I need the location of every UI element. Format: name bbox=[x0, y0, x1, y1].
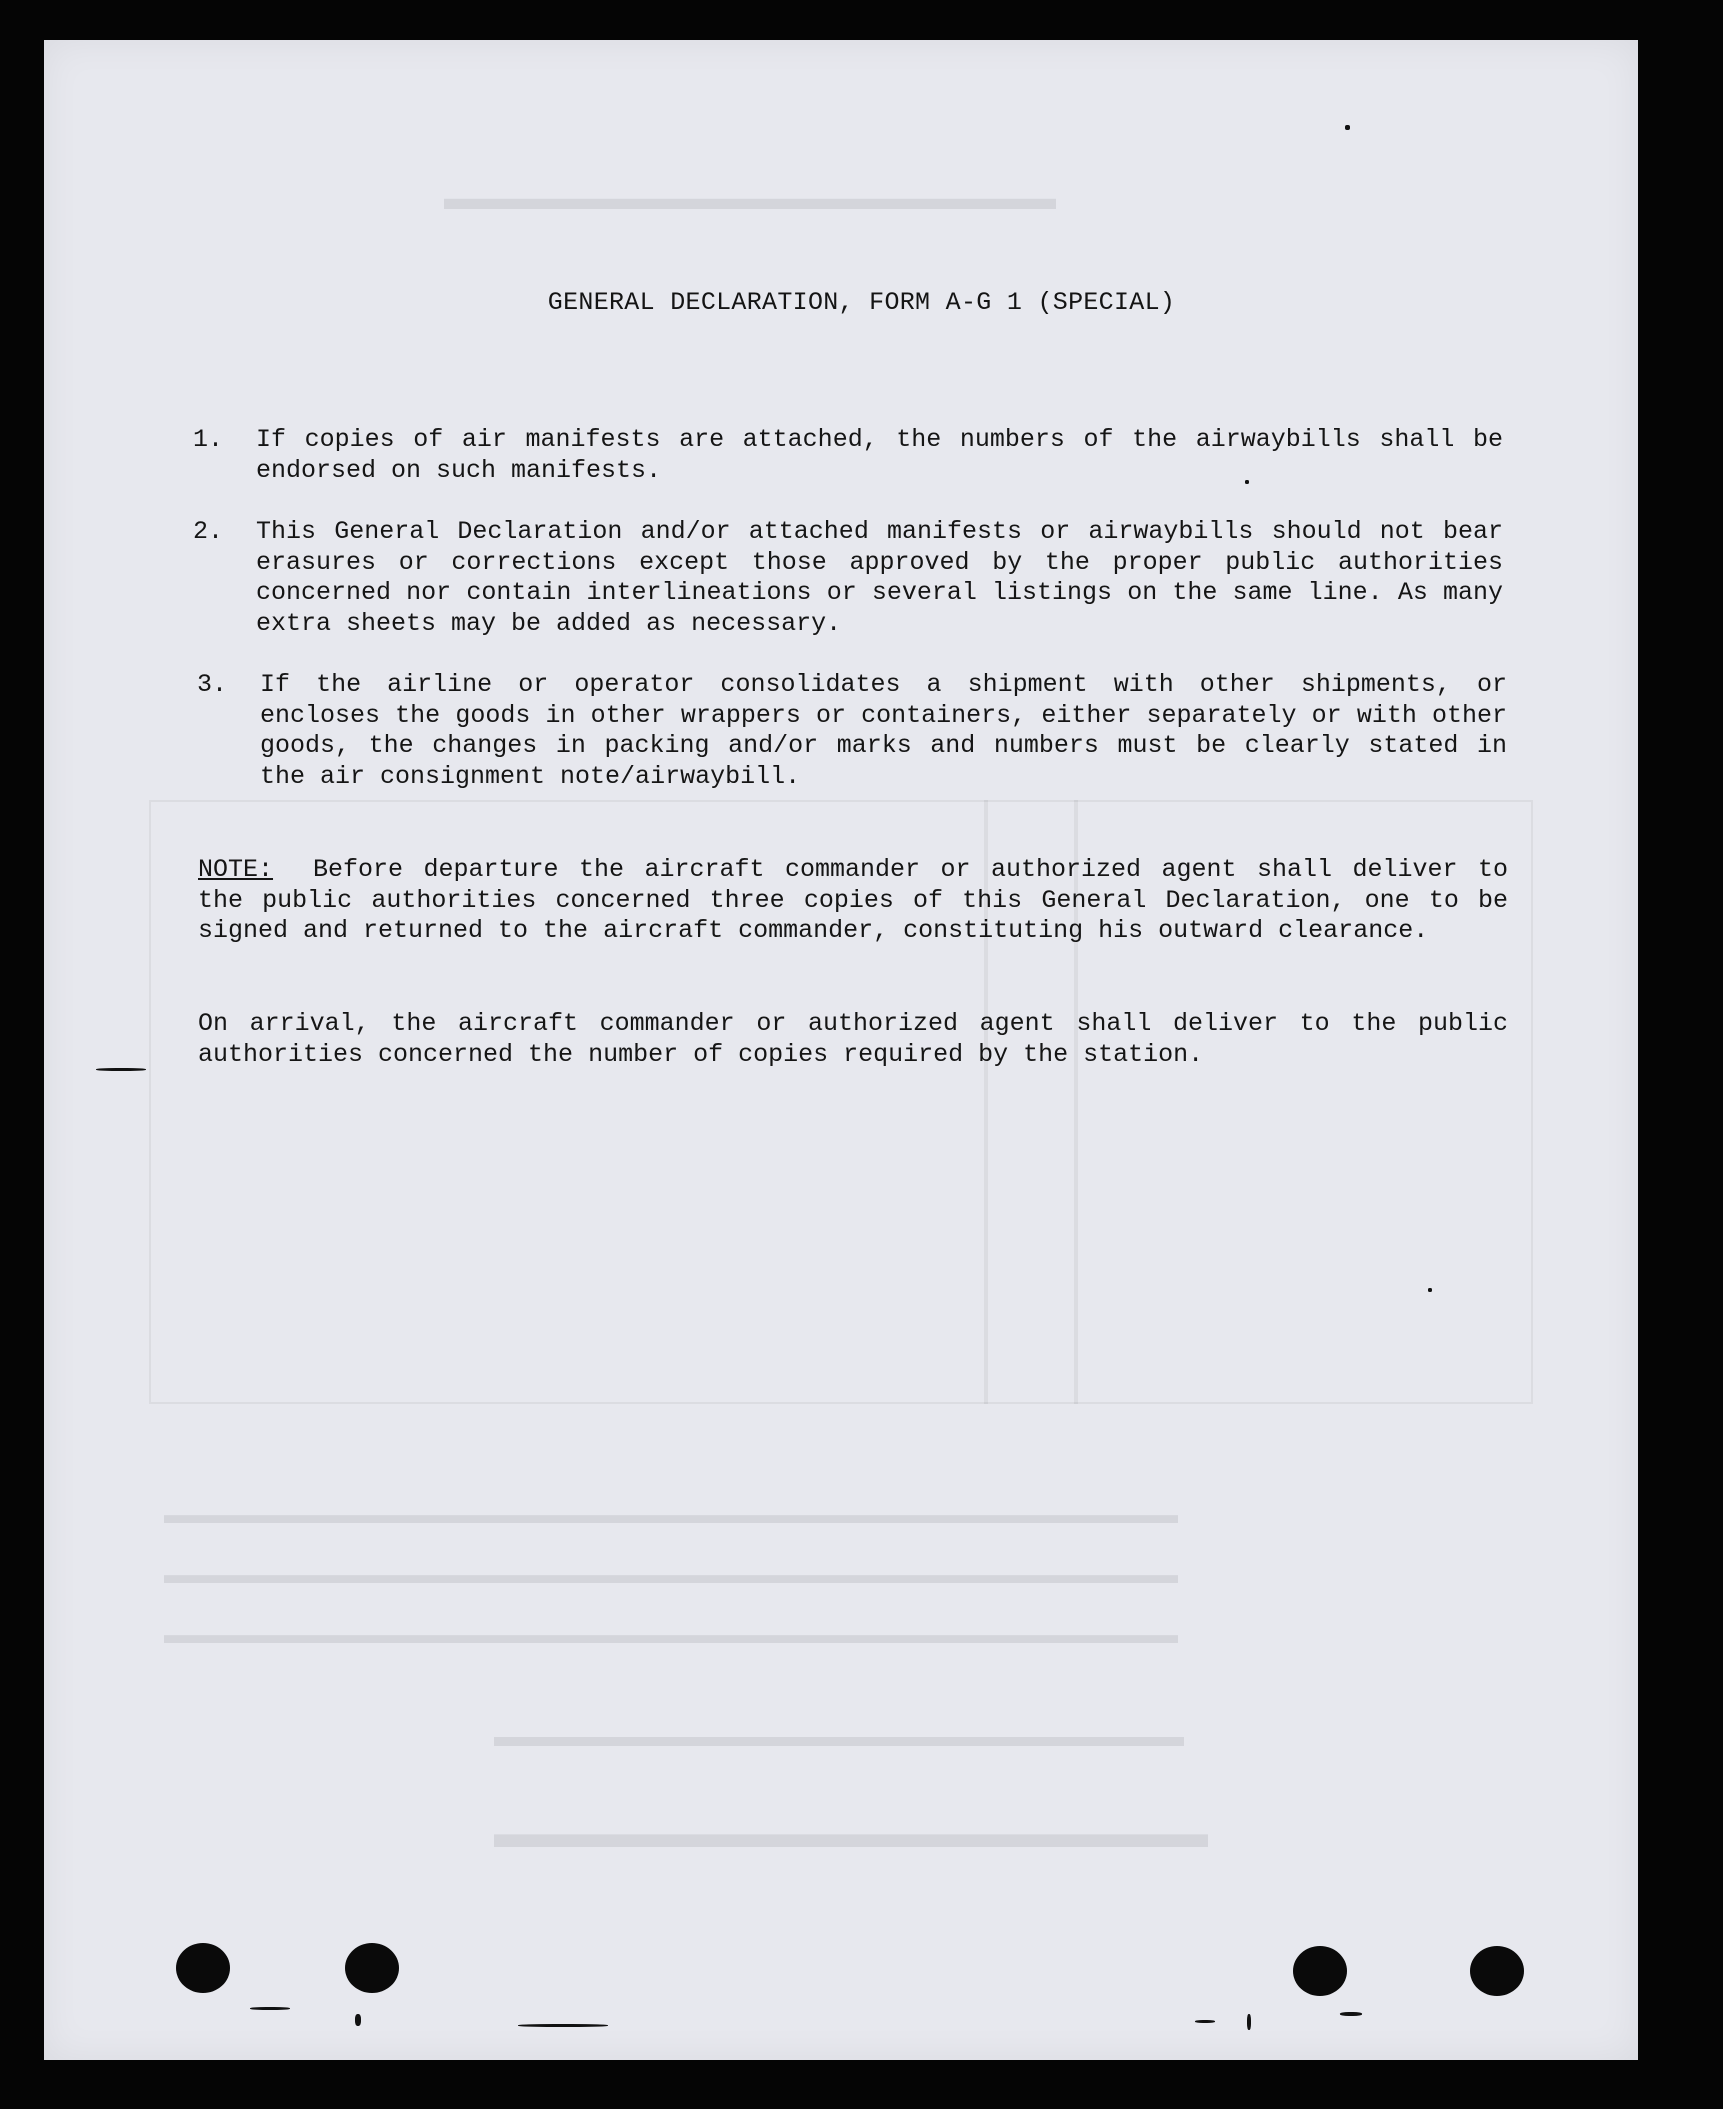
speck bbox=[355, 2014, 361, 2026]
bleed-through-text: ▬▬▬▬▬▬▬▬▬▬▬▬▬▬▬▬▬▬▬▬▬▬▬▬▬▬▬▬▬▬▬▬▬▬▬▬▬▬▬ bbox=[164, 1500, 1178, 1529]
speck bbox=[1428, 1288, 1432, 1292]
punch-hole bbox=[345, 1943, 399, 1993]
speck bbox=[1245, 480, 1249, 484]
punch-hole bbox=[1293, 1946, 1347, 1996]
speck bbox=[518, 2024, 608, 2027]
bleed-through-text: ▬▬▬▬▬▬▬▬▬▬▬▬▬▬▬▬▬▬▬▬▬▬▬▬▬▬▬▬▬▬▬▬▬▬▬▬▬▬▬ bbox=[164, 1560, 1178, 1589]
bleed-through-text: ▬▬▬▬▬▬▬▬▬▬▬▬▬▬▬▬▬ bbox=[494, 1811, 1208, 1857]
item-number: 3. bbox=[197, 670, 228, 699]
punch-hole bbox=[176, 1943, 230, 1993]
note-text: Before departure the aircraft commander or authorized agent shall deliver to the public authorities concerned three copies of this General Declaration, one to be signed and returned to the aircraft commander, constituting his outward clearance. bbox=[198, 855, 1508, 945]
item-text: If copies of air manifests are attached, the numbers of the airwaybills shall be endorsed on such manifests. bbox=[256, 425, 1503, 485]
speck bbox=[250, 2007, 290, 2010]
page-title: GENERAL DECLARATION, FORM A-G 1 (SPECIAL) bbox=[547, 288, 1176, 317]
speck bbox=[1195, 2020, 1215, 2023]
item-text: If the airline or operator consolidates a shipment with other shipments, or encloses the goods in other wrappers or containers, either separately or with other goods, the changes in packing and/or marks and numbers must be clearly stated in the air consignment note/airwaybill. bbox=[260, 670, 1507, 791]
bleed-through-text: ▬▬▬▬▬▬▬▬▬▬▬▬▬▬▬▬▬▬▬▬▬▬▬▬▬▬▬▬▬▬▬▬▬▬▬▬▬▬▬ bbox=[164, 1620, 1178, 1649]
speck bbox=[1340, 2012, 1362, 2016]
note-paragraph bbox=[198, 855, 1508, 947]
speck bbox=[1247, 2014, 1251, 2030]
punch-hole bbox=[1470, 1946, 1524, 1996]
item-number: 1. bbox=[193, 425, 224, 454]
speck bbox=[96, 1068, 146, 1071]
note-label: NOTE: bbox=[198, 855, 274, 884]
bleed-through-text: ▬▬▬▬▬▬▬▬▬▬▬▬▬▬▬▬▬▬▬▬▬▬▬ bbox=[494, 1720, 1184, 1753]
bleed-through-text: ▬▬▬▬▬▬▬▬▬▬▬▬▬▬▬▬▬▬ bbox=[444, 180, 1056, 217]
item-text: This General Declaration and/or attached manifests or airwaybills should not bear erasures or corrections except those approved by the proper public authorities concerned nor contain interlineations or several listings on the same line. As many extra sheets may be added as necessary. bbox=[256, 517, 1503, 638]
arrival-paragraph: On arrival, the aircraft commander or authorized agent shall deliver to the public authorities concerned the number of copies required by the station. bbox=[198, 1009, 1508, 1069]
item-number: 2. bbox=[193, 517, 224, 546]
speck bbox=[1345, 125, 1350, 130]
